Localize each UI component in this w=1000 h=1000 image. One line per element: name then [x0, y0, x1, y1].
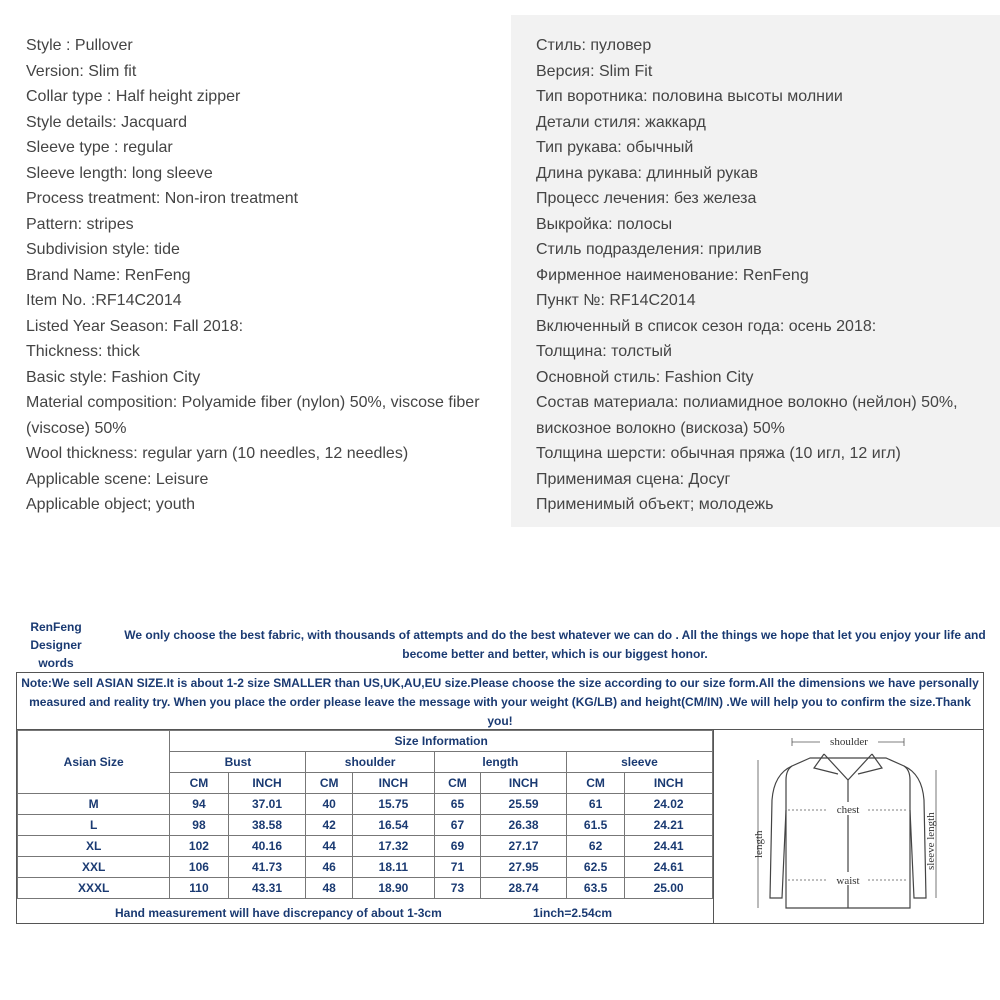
size-value: 73: [434, 878, 480, 899]
size-value: 102: [170, 836, 228, 857]
size-row-xl: [18, 836, 713, 857]
size-value: 44: [306, 836, 352, 857]
spec-list-english: [26, 33, 496, 518]
spec-ru-item: Толщина: толстый: [536, 343, 672, 360]
spec-en-item: Applicable scene: Leisure: [26, 470, 209, 488]
size-value: 24.41: [625, 836, 713, 857]
spec-ru-item: Процесс лечения: без железа: [536, 190, 757, 207]
unit-inch: INCH: [481, 773, 567, 794]
group-shoulder: shoulder: [306, 752, 434, 773]
discrepancy-note: Hand measurement will have discrepancy of about 1-3cm: [115, 906, 442, 920]
unit-cm: CM: [170, 773, 228, 794]
spec-ru-item: Фирменное наименование: RenFeng: [536, 266, 809, 284]
size-value: 46: [306, 857, 352, 878]
size-value: 17.32: [352, 836, 434, 857]
unit-cm: CM: [566, 773, 624, 794]
spec-en-item: Basic style: Fashion City: [26, 368, 201, 386]
spec-en-item: Wool thickness: regular yarn (10 needles, 12 needles): [26, 445, 409, 462]
unit-cm: CM: [434, 773, 480, 794]
size-value: 71: [434, 857, 480, 878]
size-value: 27.95: [481, 857, 567, 878]
size-value: 106: [170, 857, 228, 878]
size-value: 25.00: [625, 878, 713, 899]
spec-en-item: Sleeve length: long sleeve: [26, 164, 213, 182]
size-value: 28.74: [481, 878, 567, 899]
size-value: 62: [566, 836, 624, 857]
spec-en-item: Applicable object; youth: [26, 496, 195, 513]
sleeve-length-label: sleeve length: [925, 812, 937, 870]
spec-ru-item: Включенный в список сезон года: осень 2018:: [536, 317, 877, 335]
spec-ru-item: Стиль: пуловер: [536, 37, 652, 54]
size-value: 24.21: [625, 815, 713, 836]
spec-list-russian-panel: [511, 15, 1000, 527]
group-sleeve: sleeve: [566, 752, 712, 773]
unit-inch: INCH: [228, 773, 306, 794]
spec-en-item: Style details: Jacquard: [26, 113, 187, 131]
spec-ru-item: Версия: Slim Fit: [536, 62, 653, 80]
designer-words-text: We only choose the best fabric, with thousands of attempts and do the best whatever we can do . All the things we hope that let you enjoy your life and become better and better, which is our biggest honor.: [124, 628, 986, 661]
size-label: L: [18, 815, 170, 836]
size-value: 94: [170, 794, 228, 815]
spec-en-item: Collar type : Half height zipper: [26, 88, 241, 105]
spec-en-item: Sleeve type : regular: [26, 139, 173, 156]
size-value: 67: [434, 815, 480, 836]
unit-inch: INCH: [352, 773, 434, 794]
size-col-header: Asian Size: [18, 731, 170, 794]
size-table-footer: [17, 903, 713, 923]
size-value: 18.90: [352, 878, 434, 899]
size-value: 40: [306, 794, 352, 815]
size-note: Note:We sell ASIAN SIZE.It is about 1-2 size SMALLER than US,UK,AU,EU size.Please choose the size according to our size form.All the dimensions we have personally measured and reality try. When you place the order please leave the message with your weight (KG/LB) and height(CM/IN) .We will help you to confirm the size.Thank you!: [17, 673, 983, 730]
unit-cm: CM: [306, 773, 352, 794]
spec-en-item: Style : Pullover: [26, 37, 133, 54]
size-value: 38.58: [228, 815, 306, 836]
size-value: 16.54: [352, 815, 434, 836]
size-row-xxxl: [18, 878, 713, 899]
size-value: 110: [170, 878, 228, 899]
spec-ru-item: Состав материала: полиамидное волокно (нейлон) 50%, вискозное волокно (вискоза) 50%: [536, 394, 958, 437]
spec-en-item: Subdivision style: tide: [26, 241, 180, 258]
spec-ru-item: Толщина шерсти: обычная пряжа (10 игл, 12 игл): [536, 445, 901, 462]
size-row-xxl: [18, 857, 713, 878]
designer-brand-caption: Designer words: [30, 638, 82, 670]
size-value: 63.5: [566, 878, 624, 899]
size-value: 62.5: [566, 857, 624, 878]
spec-ru-item: Применимый объект; молодежь: [536, 496, 774, 513]
inch-conversion-note: 1inch=2.54cm: [533, 906, 613, 920]
designer-brand: [16, 618, 96, 672]
spec-en-item: Thickness: thick: [26, 343, 140, 360]
spec-ru-item: Тип воротника: половина высоты молнии: [536, 88, 843, 105]
size-chart: [16, 672, 984, 924]
spec-ru-item: Пункт №: RF14C2014: [536, 292, 696, 309]
size-value: 61: [566, 794, 624, 815]
size-value: 24.61: [625, 857, 713, 878]
spec-en-item: Process treatment: Non-iron treatment: [26, 190, 299, 207]
size-label: XXL: [18, 857, 170, 878]
waist-label: waist: [836, 875, 860, 887]
chest-label: chest: [836, 804, 860, 816]
size-row-l: [18, 815, 713, 836]
spec-ru-item: Детали стиля: жаккард: [536, 113, 706, 131]
length-label: length: [753, 830, 765, 858]
group-length: length: [434, 752, 566, 773]
size-value: 65: [434, 794, 480, 815]
size-value: 42: [306, 815, 352, 836]
size-value: 24.02: [625, 794, 713, 815]
spec-list-russian: [536, 33, 991, 518]
shoulder-label: shoulder: [830, 736, 868, 748]
size-table: [17, 730, 713, 899]
unit-inch: INCH: [625, 773, 713, 794]
designer-brand-name: RenFeng: [30, 620, 82, 634]
size-label: XXXL: [18, 878, 170, 899]
spec-en-item: Brand Name: RenFeng: [26, 266, 191, 284]
size-value: 25.59: [481, 794, 567, 815]
size-value: 69: [434, 836, 480, 857]
size-label: M: [18, 794, 170, 815]
size-value: 43.31: [228, 878, 306, 899]
size-value: 98: [170, 815, 228, 836]
spec-ru-item: Тип рукава: обычный: [536, 139, 694, 156]
spec-ru-item: Применимая сцена: Досуг: [536, 470, 731, 488]
size-label: XL: [18, 836, 170, 857]
spec-section: [0, 15, 1000, 527]
spec-en-item: Material composition: Polyamide fiber (nylon) 50%, viscose fiber (viscose) 50%: [26, 394, 480, 437]
group-bust: Bust: [170, 752, 306, 773]
size-value: 40.16: [228, 836, 306, 857]
spec-en-item: Item No. :RF14C2014: [26, 292, 182, 309]
size-value: 61.5: [566, 815, 624, 836]
size-value: 18.11: [352, 857, 434, 878]
spec-en-item: Listed Year Season: Fall 2018:: [26, 317, 244, 335]
spec-en-item: Version: Slim fit: [26, 62, 137, 80]
size-value: 41.73: [228, 857, 306, 878]
spec-ru-item: Стиль подразделения: прилив: [536, 241, 762, 258]
shirt-diagram-icon: [714, 730, 982, 923]
size-value: 27.17: [481, 836, 567, 857]
shirt-measurement-diagram: [713, 730, 983, 923]
size-value: 15.75: [352, 794, 434, 815]
size-row-m: [18, 794, 713, 815]
size-value: 26.38: [481, 815, 567, 836]
designer-words-section: [16, 618, 984, 668]
size-table-title: Size Information: [170, 731, 713, 752]
size-value: 37.01: [228, 794, 306, 815]
spec-ru-item: Выкройка: полосы: [536, 215, 673, 233]
spec-ru-item: Основной стиль: Fashion City: [536, 368, 754, 386]
spec-ru-item: Длина рукава: длинный рукав: [536, 164, 758, 182]
spec-en-item: Pattern: stripes: [26, 215, 134, 233]
size-value: 48: [306, 878, 352, 899]
